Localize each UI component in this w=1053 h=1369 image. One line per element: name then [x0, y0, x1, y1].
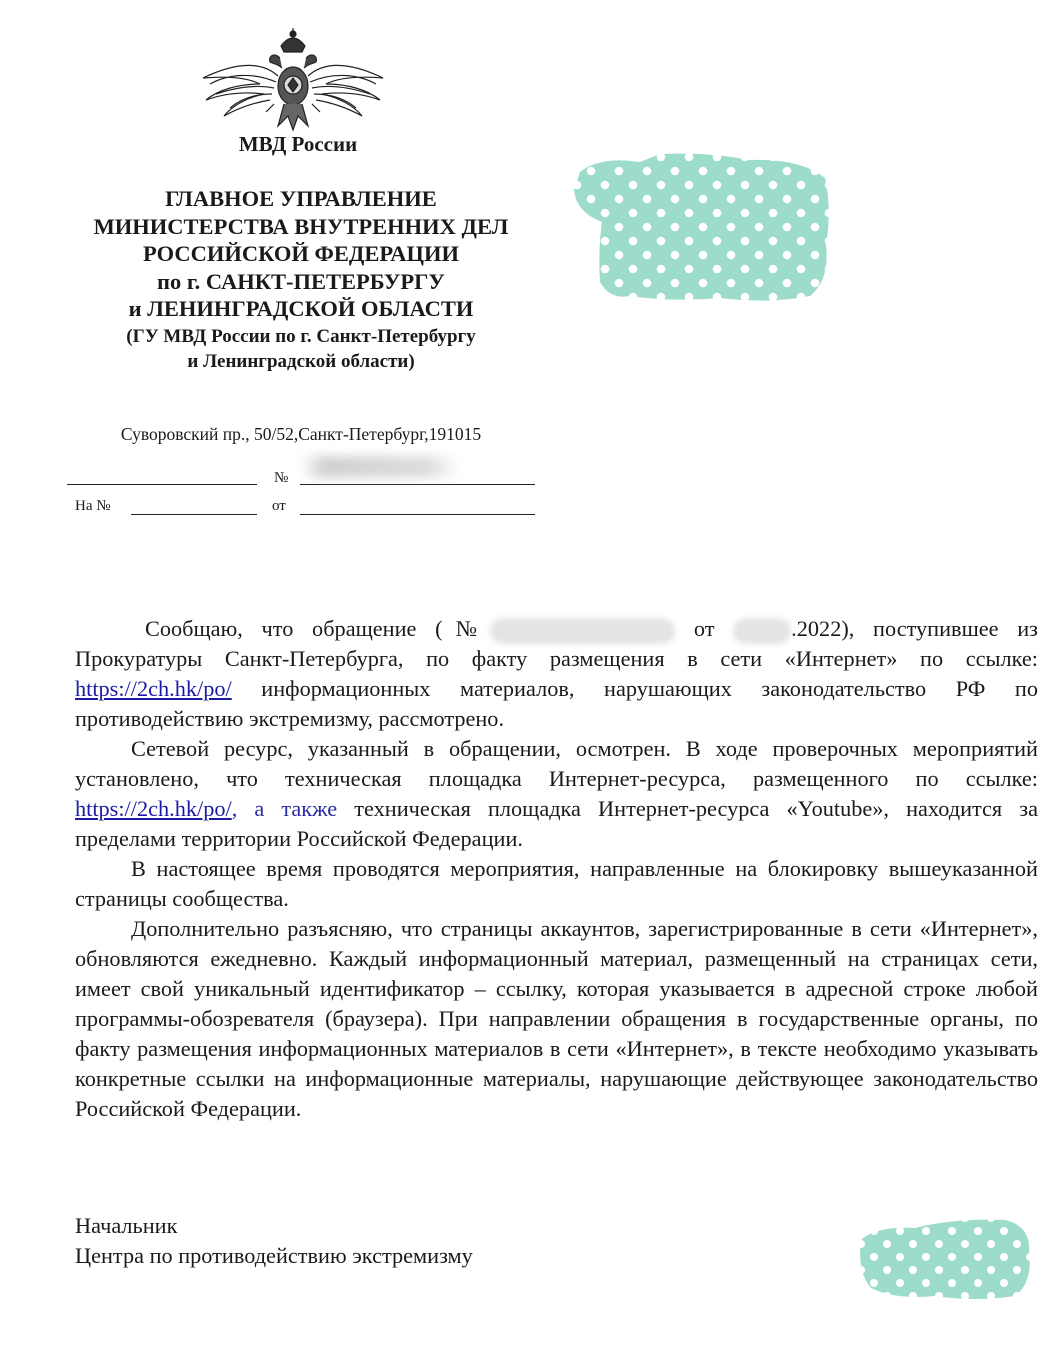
p1-text-a: Сообщаю, что обращение (№: [145, 616, 491, 641]
from-date-line: [300, 514, 535, 515]
paragraph-4: Дополнительно разъясняю, что страницы аккаунтов, зарегистрированные в сети «Интернет», обновляются ежедневно. Каждый информационный материал, размещенный на страницах сети, имеет свой уникальный идентификатор – ссылку, которая указывается в адресной строке любой программы-обозревателя (браузера). При направлении обращения в государственные органы, по факту размещения информационных материалов в сети «Интернет», в тексте необходимо указывать конкретные ссылки на информационные материалы, нарушающие действующее законодательство Российской Федерации.: [75, 916, 1038, 1121]
reference-number-line: [131, 514, 257, 515]
date-line: [67, 484, 257, 485]
org-title-line: и ЛЕНИНГРАДСКОЙ ОБЛАСТИ: [128, 296, 474, 322]
mvd-eagle-emblem-icon: [198, 28, 388, 136]
from-date-label: от: [272, 498, 286, 514]
signer-department: Центра по противодействию экстремизму: [75, 1243, 473, 1268]
p1-text-b: от: [693, 616, 715, 641]
p2-text-a: Сетевой ресурс, указанный в обращении, осмотрен. В ходе проверочных мероприятий установлено, что техническая площадка Интернет-ресурса, размещенного по ссылке:: [75, 736, 1038, 791]
org-abbr-line: (ГУ МВД России по г. Санкт-Петербургу: [126, 326, 476, 347]
p1-text-d: информационных материалов, нарушающих законодательство РФ по противодействию экстремизму, рассмотрено.: [75, 676, 1039, 731]
signature-block: [75, 1211, 675, 1271]
registration-row-outgoing: [0, 468, 600, 492]
redacted-appeal-date: [733, 618, 791, 644]
organization-address: Суворовский пр., 50/52,Санкт-Петербург,191015: [120, 424, 482, 444]
ministry-short-name: МВД России: [238, 132, 358, 156]
org-title-line: МИНИСТЕРСТВА ВНУТРЕННИХ ДЕЛ: [93, 213, 509, 239]
dotted-sticker-signature-redaction: [855, 1212, 1035, 1302]
number-label: №: [274, 470, 289, 486]
p1-text-c: .2022), поступившее из Прокуратуры Санкт-Петербурга, по факту размещения в сети «Интернет» по ссылке:: [75, 616, 1038, 671]
redacted-appeal-number: [490, 618, 675, 644]
org-title-line: ГЛАВНОЕ УПРАВЛЕНИЕ: [165, 186, 437, 211]
paragraph-3: В настоящее время проводятся мероприятия, направленные на блокировку вышеуказанной страницы сообщества.: [75, 856, 1038, 911]
org-abbr-line: и Ленинградской области): [187, 351, 415, 372]
link-2ch[interactable]: https://2ch.hk/po/: [75, 676, 232, 701]
registration-row-reference: [0, 496, 600, 520]
paragraph-2: [75, 734, 1038, 854]
letter-body: [75, 614, 1038, 1124]
signer-title: Начальник: [75, 1213, 178, 1238]
organization-title: [60, 185, 542, 323]
number-line: [300, 484, 535, 485]
redacted-number: [300, 456, 460, 478]
p2-text-b: техническая площадка Интернет-ресурса «Youtube», находится за пределами территории Российской Федерации.: [75, 796, 1038, 851]
p2-separator: ,: [231, 796, 238, 821]
link-2ch-second[interactable]: https://2ch.hk/po/: [75, 796, 232, 821]
organization-abbreviation: [60, 324, 542, 374]
paragraph-1: [75, 614, 1038, 734]
org-title-line: РОССИЙСКОЙ ФЕДЕРАЦИИ: [143, 241, 459, 267]
reference-number-label: На №: [75, 498, 111, 514]
org-title-line: по г. САНКТ-ПЕТЕРБУРГУ: [157, 268, 445, 294]
p2-also-text: а также: [254, 796, 338, 821]
dotted-sticker-redaction: [570, 150, 836, 305]
